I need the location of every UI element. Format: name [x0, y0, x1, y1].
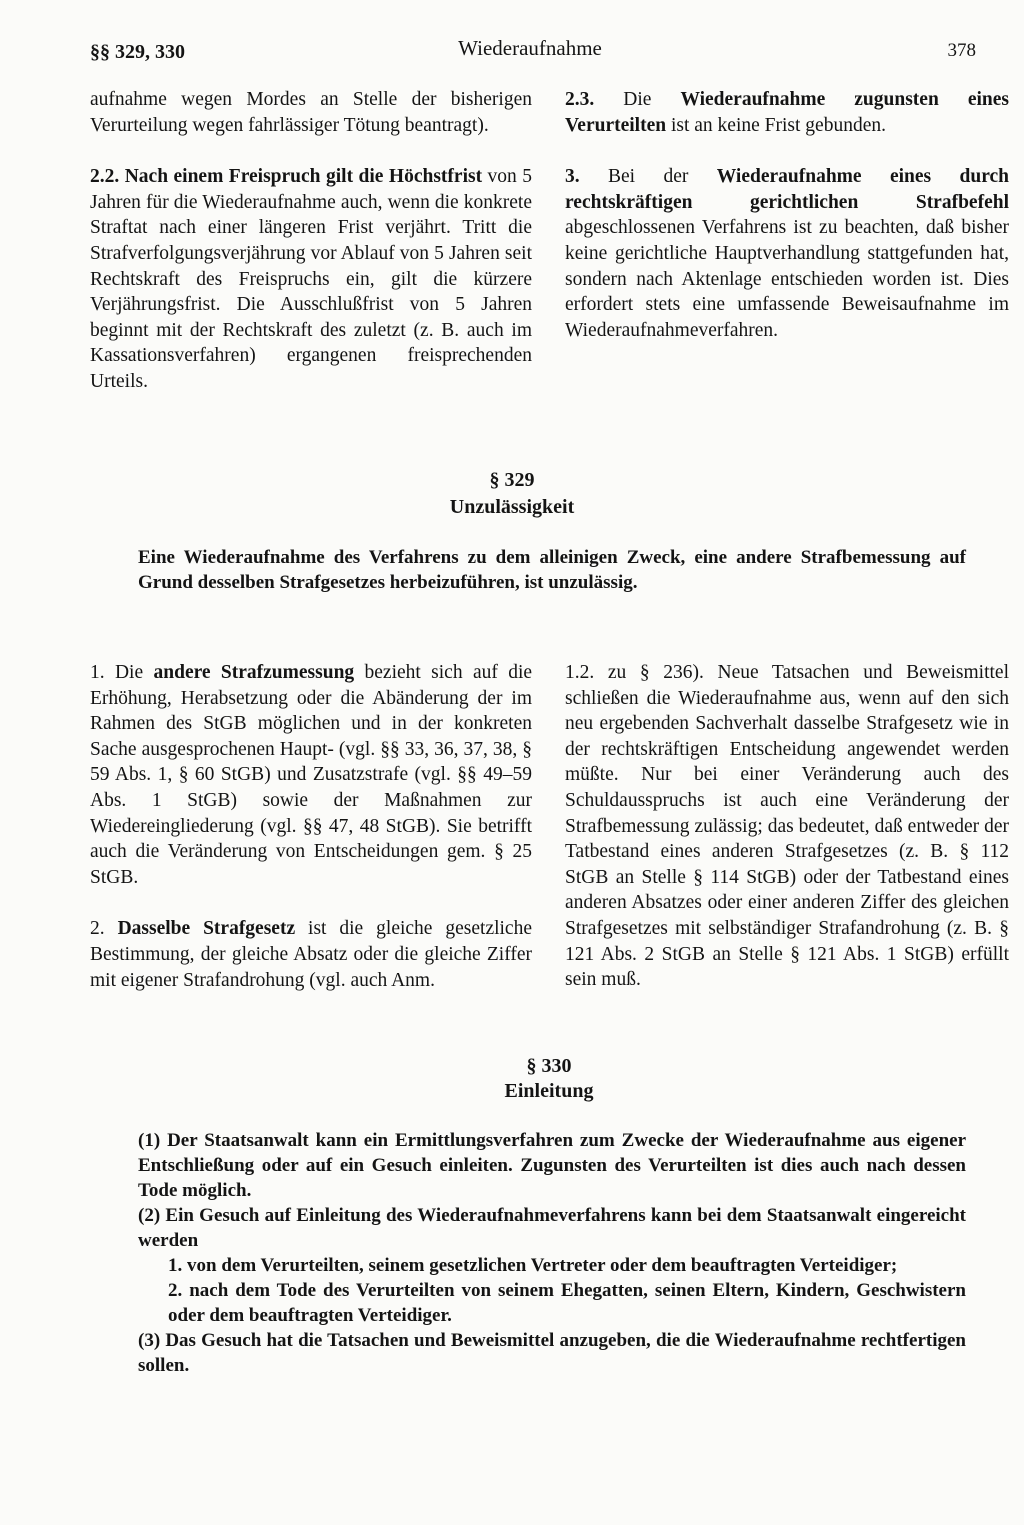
paragraph-text: 2. — [90, 918, 118, 940]
paragraph: aufnahme wegen Mordes an Stelle der bisherigen Verurteilung wegen fahrlässiger Tötung beantragt). — [90, 89, 532, 136]
commentary-paragraph-2 — [90, 916, 532, 993]
commentary-right-column — [565, 660, 1009, 993]
paragraph-2-3 — [565, 87, 1009, 138]
paragraph-number: 2.3. — [565, 89, 595, 110]
page-number: 378 — [947, 40, 976, 61]
statute-paragraph-3: (3) Das Gesuch hat die Tatsachen und Beweismittel anzugeben, die die Wiederaufnahme rechtfertigen sollen. — [138, 1330, 966, 1376]
paragraph-text: ist an keine Frist gebunden. — [666, 114, 886, 136]
running-head-title: Wiederaufnahme — [458, 36, 602, 60]
bold-phrase: Wiederaufnahme eines durch rechtskräftigen gerichtlichen Strafbefehl — [565, 166, 1009, 213]
statute-text-330 — [138, 1128, 966, 1378]
section-number-330: § 330 — [526, 1055, 572, 1077]
commentary-left-column — [90, 660, 532, 993]
top-left-column — [90, 87, 532, 395]
commentary-paragraph-1 — [90, 660, 532, 890]
statute-paragraph-2: (2) Ein Gesuch auf Einleitung des Wiederaufnahmeverfahrens kann bei dem Staatsanwalt eingereicht werden — [138, 1205, 966, 1251]
section-title-329: Unzulässigkeit — [449, 496, 575, 518]
paragraph-text: ist die gleiche gesetzliche Bestimmung, der gleiche Absatz oder die gleiche Ziffer mit eigener Strafandrohung (vgl. auch Anm. — [90, 918, 532, 991]
paragraph-text: von 5 Jahren für die Wiederaufnahme auch, wenn die konkrete Straftat nach einer längeren Frist verjährt. Tritt die Strafverfolgungsverjährung vor Ablauf von 5 Jahren seit Rechtskraft des Freispruchs ein, gilt die kürzere Verjährungsfrist. Die Ausschlußfrist von 5 Jahren beginnt mit der Rechtskraft des zuletzt (z. B. auch im Kassationsverfahren) ergangenen freisprechenden Urteils. — [90, 166, 533, 392]
paragraph-text: 1. Die — [90, 662, 154, 683]
paragraph-text: Die — [594, 89, 681, 110]
paragraph-text: abgeschlossenen Verfahrens ist zu beachten, daß bisher keine gerichtliche Hauptverhandlung stattgefunden hat, sondern nach Aktenlage entschieden worden ist. Dies erfordert stets eine umfassende Beweisaufnahme im Wiederaufnahmeverfahren. — [565, 217, 1009, 341]
bold-phrase: Dasselbe Strafgesetz — [117, 918, 296, 940]
statute-item-1: 1. von dem Verurteilten, seinem gesetzlichen Vertreter oder dem beauftragten Verteidiger; — [168, 1255, 898, 1276]
statute-paragraph: Eine Wiederaufnahme des Verfahrens zu dem alleinigen Zweck, eine andere Strafbemessung auf Grund desselben Strafgesetzes herbeizuführen, ist unzulässig. — [138, 547, 966, 593]
bold-phrase: Wiederaufnahme zugunsten eines Verurteilten — [565, 89, 1009, 136]
section-title-330: Einleitung — [504, 1080, 594, 1102]
statute-text-329 — [138, 545, 966, 595]
paragraph-text: bezieht sich auf die Erhöhung, Herabsetzung oder die Abänderung der im Rahmen des StGB möglichen und in der konkreten Sache ausgesprochenen Haupt- (vgl. §§ 33, 36, 37, 38, § 59 Abs. 1, § 60 StGB) und Zusatzstrafe (vgl. §§ 49–59 Abs. 1 StGB) sowie der Maßnahmen zur Wiedereingliederung (vgl. §§ 47, 48 StGB). Sie betrifft auch die Veränderung von Entscheidungen gem. § 25 StGB. — [90, 662, 533, 888]
paragraph-number: 3. — [565, 166, 580, 188]
paragraph-text: Bei der — [579, 166, 717, 188]
section-number-329: § 329 — [489, 469, 535, 491]
bold-phrase: Nach einem Freispruch gilt die Höchstfrist — [124, 166, 483, 188]
running-head-sections: §§ 329, 330 — [90, 41, 185, 63]
statute-paragraph-1: (1) Der Staatsanwalt kann ein Ermittlungsverfahren zum Zwecke der Wiederaufnahme aus eigener Entschließung oder auf ein Gesuch einleiten. Zugunsten des Verurteilten ist dies auch nach dessen Tode möglich. — [138, 1130, 966, 1201]
top-right-column — [565, 87, 1009, 343]
paragraph-number: 2.2. — [90, 166, 120, 188]
paragraph-3 — [565, 164, 1009, 343]
commentary-paragraph-continued: 1.2. zu § 236). Neue Tatsachen und Beweismittel schließen die Wiederaufnahme aus, wenn auf den sich neu ergebenden Sachverhalt dasselbe Strafgesetz wie in der rechtskräftigen Entscheidung angewendet werden müßte. Nur bei einer Veränderung auch des Schuldausspruchs ist auch eine Veränderung der Strafbemessung zulässig; das bedeutet, daß entweder der Tatbestand eines anderen Strafgesetzes (z. B. § 112 StGB an Stelle § 114 StGB) oder der Tatbestand eines anderen Absatzes oder einer anderen Ziffer des gleichen Strafgesetzes mit selbständiger Strafandrohung (z. B. § 121 Abs. 2 StGB an Stelle § 121 Abs. 1 StGB) erfüllt sein muß. — [565, 662, 1009, 991]
bold-phrase: andere Strafzumessung — [153, 662, 355, 683]
statute-item-2: 2. nach dem Tode des Verurteilten von seinem Ehegatten, seinen Eltern, Kindern, Geschwistern oder dem beauftragten Verteidiger. — [168, 1280, 966, 1326]
paragraph-2-2 — [90, 164, 532, 394]
